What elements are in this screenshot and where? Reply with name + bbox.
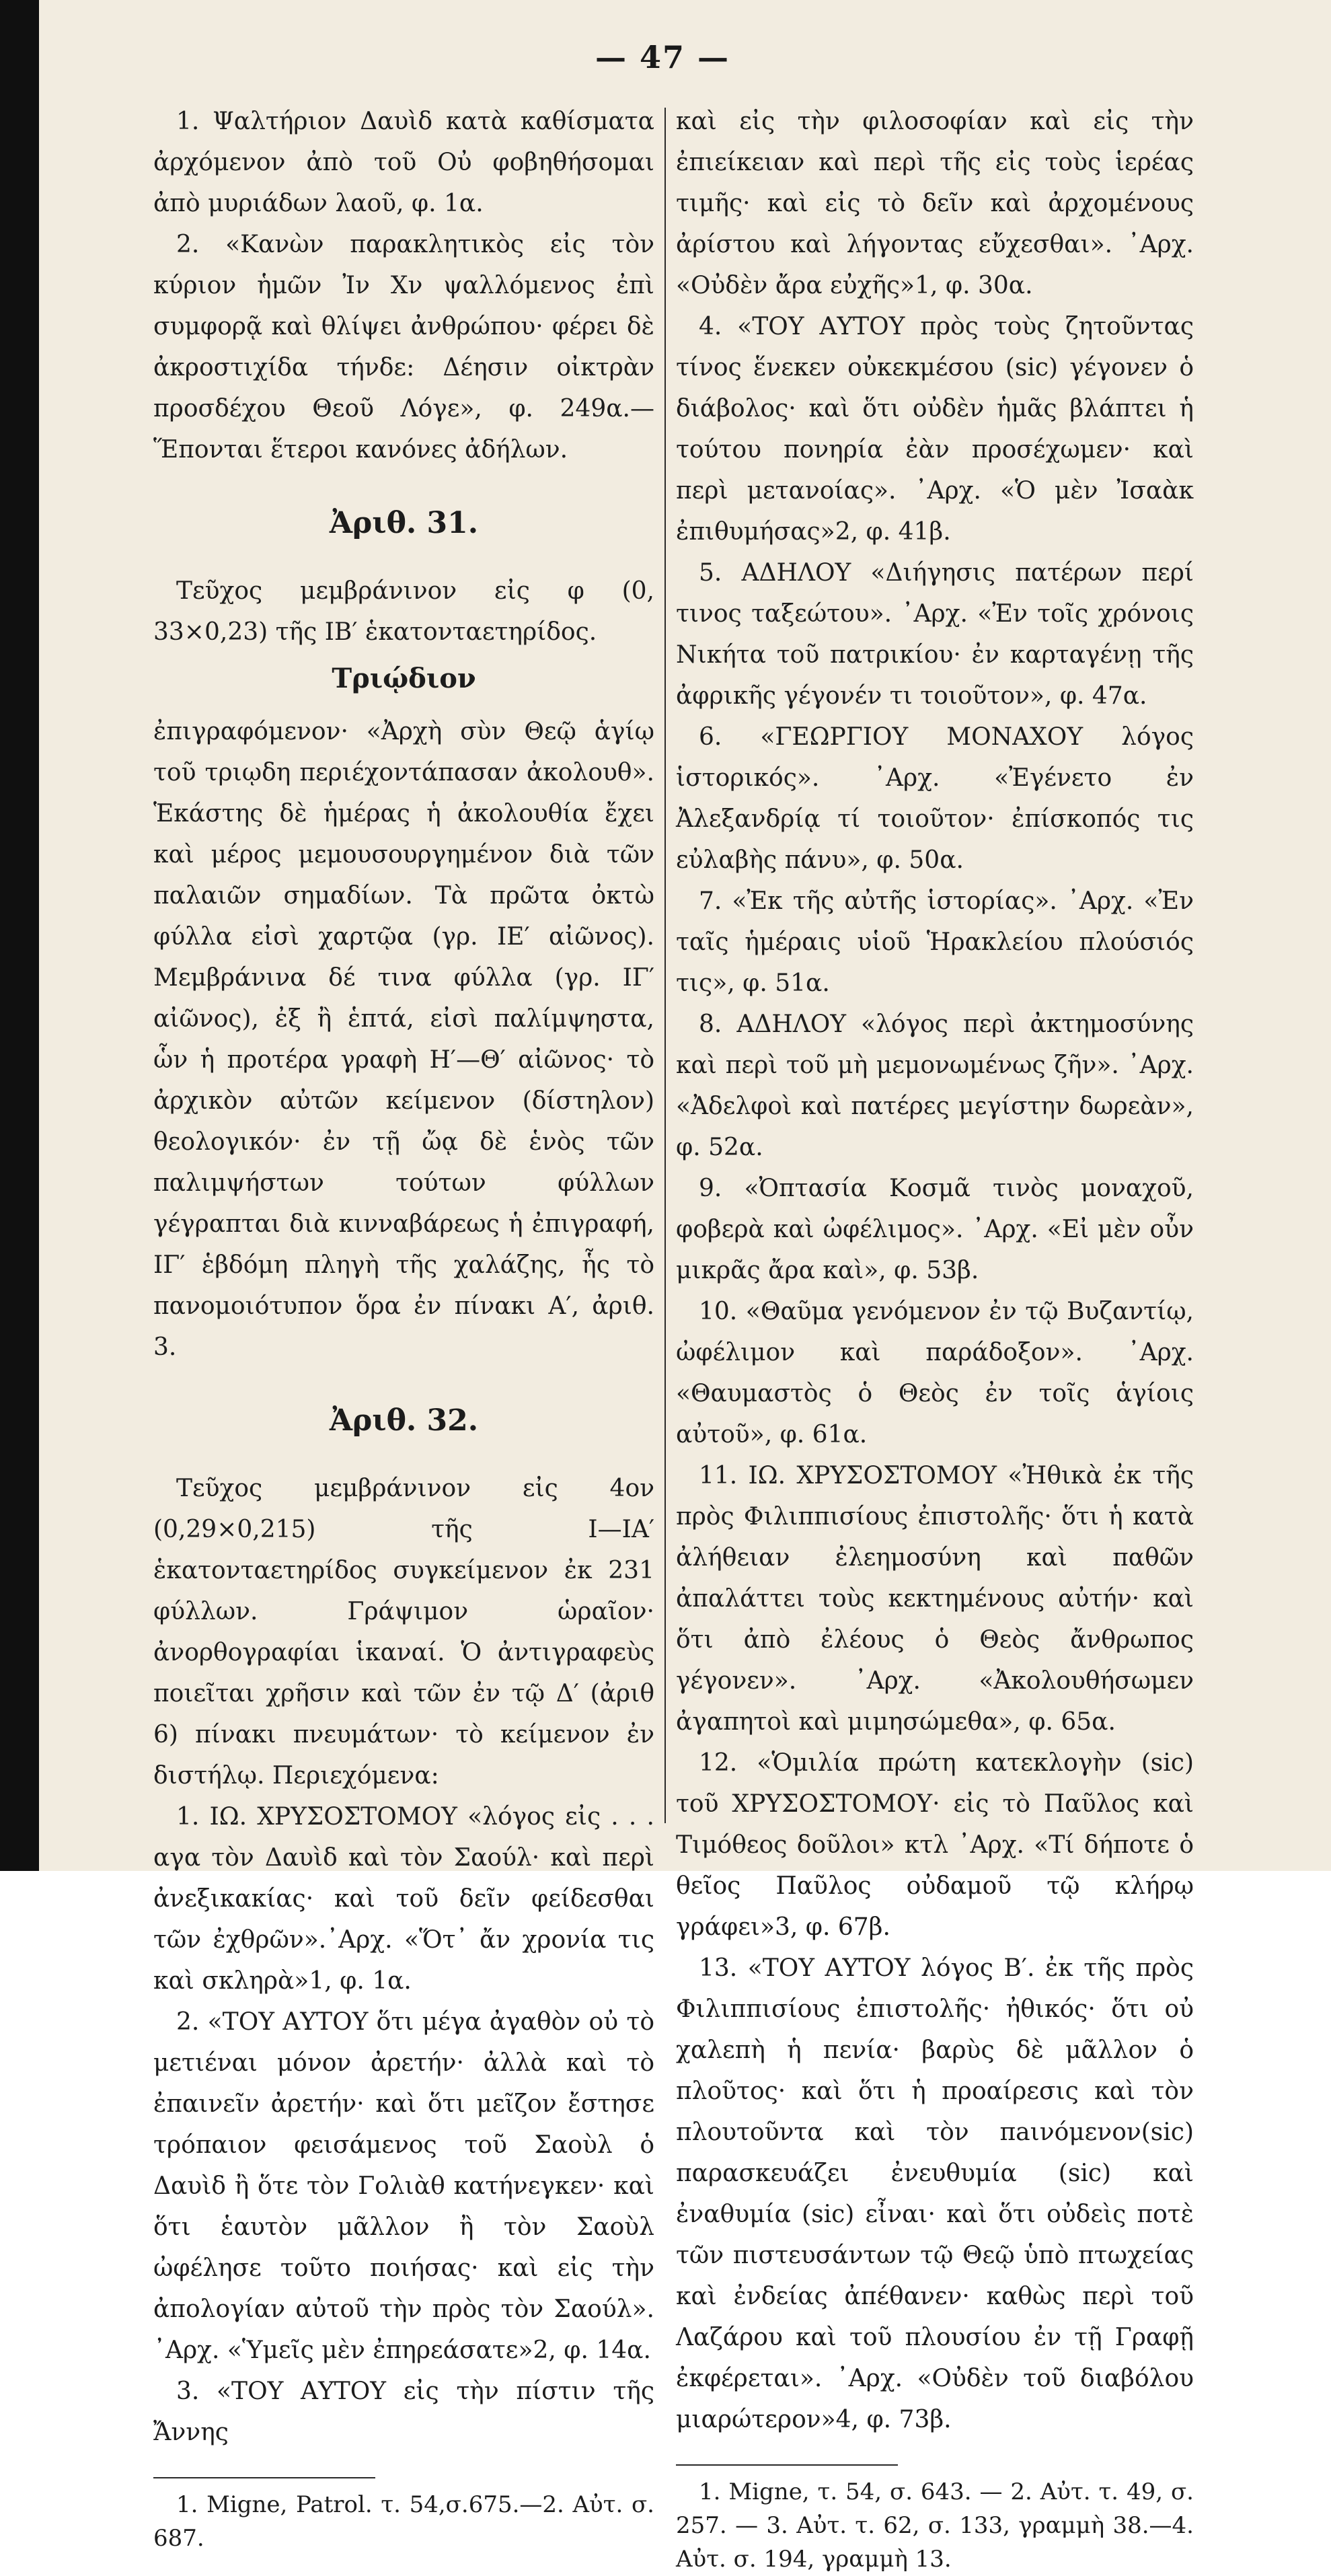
content-item-5: 5. ΑΔΗΛΟΥ «Διήγησις πατέρων περί τινος ταξεώτου». ᾿Αρχ. «Ἐν τοῖς χρόνοις Νικήτα τοῦ πατρικίου· ἐν καρταγένῃ τῆς ἀφρικῆς γέγονέν τι τοιοῦτον», φ. 47α. (676, 559, 1194, 710)
content-item-8: 8. ΑΔΗΛΟΥ «λόγος περὶ ἀκτημοσύνης καὶ περὶ τοῦ μὴ μεμονωμένως ζῆν». ᾿Αρχ. «Ἀδελφοὶ καὶ πατέρες μεγίστην δωρεὰν», φ. 52α. (676, 1010, 1194, 1161)
content-item-6: 6. «ΓΕΩΡΓΙΟΥ ΜΟΝΑΧΟΥ λόγος ἱστορικός». ᾿Αρχ. «Ἐγένετο ἐν Ἀλεξανδρίᾳ τί τοιοῦτον· ἐπίσκοπός τις εὐλαβὴς πάνυ», φ. 50α. (676, 723, 1194, 874)
triodion-desc: ἐπιγραφόμενον· «Ἀρχὴ σὺν Θεῷ ἁγίῳ τοῦ τριῳδη περιέχοντάπασαν ἀκολουθ». Ἑκάστης δὲ ἡμέρας ἡ ἀκολουθία ἔχει καὶ μέρος μεμουσουργημένον διὰ τῶν παλαιῶν σημαδίων. Τὰ πρῶτα ὀκτὼ φύλλα εἰσὶ χαρτῷα (γρ. ΙΕ′ αἰῶνος). Μεμβράνινα δέ τινα φύλλα (γρ. ΙΓ′ αἰῶνος), ἐξ ἢ ἑπτά, εἰσὶ παλίμψηστα, ὧν ἡ προτέρα γραφὴ Η′—Θ′ αἰῶνος· τὸ ἀρχικὸν αὐτῶν κείμενον (δίστηλον) θεολογικόν· ἐν τῇ ὤᾳ δὲ ἑνὸς τῶν παλιμψήστων τούτων φύλλων γέγραπται διὰ κινναβάρεως ἡ ἐπιγραφή, ΙΓ′ ἑβδόμη πληγὴ τῆς χαλάζης, ἧς τὸ πανομοιότυπον ὅρα ἐν πίνακι Α′, ἀριθ. 3. (153, 718, 654, 1361)
column-divider (664, 108, 666, 1823)
heading-arith-31: Ἀριθ. 31. (329, 506, 479, 540)
footnote-right: 1. Migne, τ. 54, σ. 643. — 2. Αὐτ. τ. 49, σ. 257. — 3. Αὐτ. τ. 62, σ. 133, γραμμὴ 38.—4. Αὐτ. σ. 194, γραμμὴ 13. (676, 2478, 1194, 2573)
content-item-11: 11. ΙΩ. ΧΡΥΣΟΣΤΟΜΟΥ «Ἠθικὰ ἐκ τῆς πρὸς Φιλιππισίους ἐπιστολῆς· ὅτι ἡ κατὰ ἀλήθειαν ἐλεημοσύνη καὶ παθῶν ἀπαλάττει τοὺς κεκτημένους αὐτήν· καὶ ὅτι ἀπὸ ἐλέους ὁ Θεὸς ἄνθρωπος γέγονεν». ᾿Αρχ. «Ἀκολουθήσωμεν ἀγαπητοὶ καὶ μιμησώμεθα», φ. 65α. (676, 1462, 1194, 1736)
subheading-triodion: Τριῴδιον (332, 663, 476, 694)
left-column (153, 101, 654, 2555)
footnote-rule (676, 2464, 898, 2466)
footnote-left: 1. Migne, Patrol. τ. 54,σ.675.—2. Αὐτ. σ. 687. (153, 2491, 654, 2552)
content-item-13: 13. «ΤΟΥ ΑΥΤΟΥ λόγος Β′. ἐκ τῆς πρὸς Φιλιππισίους ἐπιστολῆς· ἠθικός· ὅτι οὐ χαλεπὴ ἡ πενία· βαρὺς δὲ μᾶλλον ὁ πλοῦτος· καὶ ὅτι ἡ προαίρεσις καὶ τὸν πλουτοῦντα καὶ τὸν πaινόμενον(sic) παρασκευάζει ἐνευθυμία (sic) καὶ ἐναθυμία (sic) εἶναι· καὶ ὅτι οὐδεὶς ποτὲ τῶν πιστευσάντων τῷ Θεῷ ὑπὸ πτωχείας καὶ ἐνδείας ἀπέθανεν· καθὼς περὶ τοῦ Λαζάρου καὶ τοῦ πλουσίου ἐν τῇ Γραφῇ ἐκφέρεται». ᾿Αρχ. «Οὐδὲν τοῦ διαβόλου μιαρώτερον»4, φ. 73β. (676, 1954, 1194, 2433)
page-number: — 47 — (595, 39, 730, 75)
manuscript-31-desc: Τεῦχος μεμβράνινον εἰς φ (0, 33×0,23) τῆς ΙΒ′ ἑκατονταετηρίδος. (153, 577, 654, 646)
content-item-7: 7. «Ἐκ τῆς αὐτῆς ἱστορίας». ᾿Αρχ. «Ἐν ταῖς ἡμέραις υἱοῦ Ἡρακλείου πλούσιός τις», φ. 51α. (676, 887, 1194, 997)
content-item-2: 2. «ΤΟΥ ΑΥΤΟΥ ὅτι μέγα ἀγαθὸν οὐ τὸ μετιέναι μόνον ἀρετήν· ἀλλὰ καὶ τὸ ἐπαινεῖν ἀρετήν· καὶ ὅτι μεῖζον ἔστησε τρόπαιον φεισάμενος τοῦ Σαοὺλ ὁ Δαυὶδ ἢ ὅτε τὸν Γολιὰθ κατήνεγκεν· καὶ ὅτι ἑαυτὸν μᾶλλον ἢ τὸν Σαοὺλ ὠφέλησε τοῦτο ποιήσας· καὶ εἰς τὴν ἀπολογίαν αὐτοῦ τὴν πρὸς τὸν Σαούλ». ᾿Αρχ. «Ὑμεῖς μὲν ἐπηρεάσατε»2, φ. 14α. (153, 2008, 654, 2364)
content-item-1: 1. ΙΩ. ΧΡΥΣΟΣΤΟΜΟΥ «λόγος εἰς . . . αγα τὸν Δαυὶδ καὶ τὸν Σαούλ· καὶ περὶ ἀνεξικακίας· καὶ τοῦ δεῖν φείδεσθαι τῶν ἐχθρῶν».᾿Αρχ. «Ὅτ᾿ ἄν χρονία τις καὶ σκληρὰ»1, φ. 1α. (153, 1803, 654, 1995)
entry-psalter: 1. Ψαλτήριον Δαυὶδ κατὰ καθίσματα ἀρχόμενον ἀπὸ τοῦ Οὐ φοβηθήσομαι ἀπὸ μυριάδων λαοῦ, φ. 1α. (153, 108, 654, 217)
scan-edge (0, 0, 39, 1871)
right-column (676, 101, 1194, 2576)
content-item-3: 3. «ΤΟΥ ΑΥΤΟΥ εἰς τὴν πίστιν τῆς Ἄννης (153, 2378, 654, 2446)
content-item-10: 10. «Θαῦμα γενόμενον ἐν τῷ Βυζαντίῳ, ὠφέλιμον καὶ παράδοξον». ᾿Αρχ. «Θαυμαστὸς ὁ Θεὸς ἐν τοῖς ἁγίοις αὐτοῦ», φ. 61α. (676, 1298, 1194, 1448)
entry-kanon: 2. «Κανὼν παρακλητικὸς εἰς τὸν κύριον ἡμῶν Ἰν Χν ψαλλόμενος ἐπὶ συμφορᾷ καὶ θλίψει ἀνθρώπου· φέρει δὲ ἀκροστιχίδα τήνδε: Δέησιν οἰκτρὰν προσδέχου Θεοῦ Λόγε», φ. 249α.—Ἕπονται ἕτεροι κανόνες ἀδήλων. (153, 231, 654, 464)
content-item-12: 12. «Ὁμιλία πρώτη κατεκλογὴν (sic) τοῦ ΧΡΥΣΟΣΤΟΜΟΥ· εἰς τὸ Παῦλος καὶ Τιμόθεος δοῦλοι» κτλ ᾿Αρχ. «Τί δήποτε ὁ θεῖος Παῦλος οὐδαμοῦ τῷ κλήρῳ γράφει»3, φ. 67β. (676, 1749, 1194, 1941)
footnote-rule (153, 2477, 375, 2478)
manuscript-32-desc: Τεῦχος μεμβράνινον εἰς 4ον (0,29×0,215) τῆς Ι—ΙΑ′ ἑκατονταετηρίδος συγκείμενον ἐκ 231 φύλλων. Γράψιμον ὡραῖον· ἀνορθογραφίαι ἱκαναί. Ὁ ἀντιγραφεὺς ποιεῖται χρῆσιν καὶ τῶν ἐν τῷ Δ′ (ἀριθ 6) πίνακι πνευμάτων· τὸ κείμενον ἐν διστήλῳ. Περιεχόμενα: (153, 1475, 654, 1790)
content-item-9: 9. «Ὀπτασία Κοσμᾶ τινὸς μοναχοῦ, φοβερὰ καὶ ὠφέλιμος». ᾿Αρχ. «Εἰ μὲν οὖν μικρᾶς ἄρα καὶ», φ. 53β. (676, 1175, 1194, 1284)
heading-arith-32: Ἀριθ. 32. (329, 1403, 479, 1438)
content-item-3-cont: καὶ εἰς τὴν φιλοσοφίαν καὶ εἰς τὴν ἐπιείκειαν καὶ περὶ τῆς εἰς τοὺς ἱερέας τιμῆς· καὶ εἰς τὸ δεῖν καὶ ἀρχομένους ἀρίστου καὶ λήγοντας εὔχεσθαι». ᾿Αρχ. «Οὐδὲν ἄρα εὐχῆς»1, φ. 30α. (676, 108, 1194, 299)
content-item-4: 4. «ΤΟΥ ΑΥΤΟΥ πρὸς τοὺς ζητοῦντας τίνος ἕνεκεν οὐκεκμέσου (sic) γέγονεν ὁ διάβολος· καὶ ὅτι οὐδὲν ἡμᾶς βλάπτει ἡ τούτου πονηρία ἐὰν προσέχωμεν· καὶ περὶ μετανοίας». ᾿Αρχ. «Ὁ μὲν Ἰσαὰκ ἐπιθυμήσας»2, φ. 41β. (676, 313, 1194, 546)
